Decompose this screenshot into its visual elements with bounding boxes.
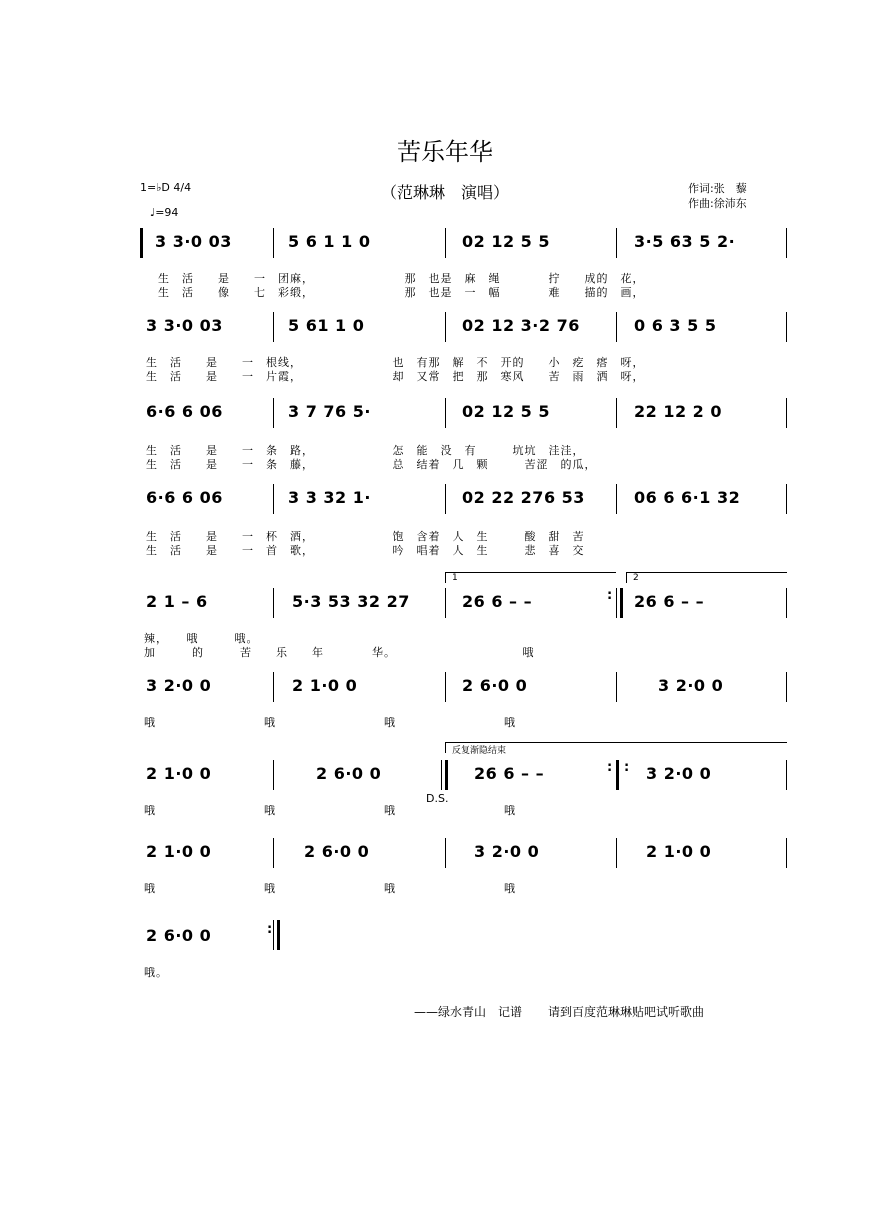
measure: 2 1·0 0 xyxy=(146,842,212,861)
barline xyxy=(273,672,274,702)
measure: 3 3·0 03 xyxy=(146,316,223,335)
measure: 2 1 – 6 xyxy=(146,592,208,611)
barline xyxy=(786,838,787,868)
measure: 5 61 1 0 xyxy=(288,316,365,335)
lyrics-verse-1: 哦 哦 哦 哦 xyxy=(144,804,516,817)
composer: 作曲:徐沛东 xyxy=(688,197,747,210)
lyrics-verse-2: 生 活 是 一 片霞， 却 又常 把 那 寒风 苦 雨 洒 呀， xyxy=(146,370,645,383)
lyrics-verse-1: 生 活 是 一 条 路， 怎 能 没 有 坑坑 洼洼， xyxy=(146,444,585,457)
repeat-dots: : xyxy=(607,760,613,775)
lyrics-verse-1: 生 活 是 一 杯 酒， 饱 含着 人 生 酸 甜 苦 xyxy=(146,530,585,543)
barline xyxy=(445,228,446,258)
measure: 3 3·0 03 xyxy=(155,232,232,251)
double-barline xyxy=(445,760,448,790)
measure: 02 12 3·2 76 xyxy=(462,316,580,335)
lyrics-verse-2: 加 的 苦 乐 年 华。 哦 xyxy=(144,646,535,659)
first-ending-label: 1 xyxy=(452,573,458,583)
second-ending-label: 2 xyxy=(633,573,639,583)
measure: 0 6 3 5 5 xyxy=(634,316,717,335)
measure: 5 6 1 1 0 xyxy=(288,232,371,251)
measure: 06 6 6·1 32 xyxy=(634,488,741,507)
barline xyxy=(273,588,274,618)
fade-ending-label: 反复渐隐结束 xyxy=(452,746,507,756)
performer: （范琳琳 演唱） xyxy=(380,183,509,202)
barline xyxy=(445,588,446,618)
measure: 2 1·0 0 xyxy=(646,842,712,861)
measure: 2 6·0 0 xyxy=(146,926,212,945)
measure: 2 6·0 0 xyxy=(462,676,528,695)
lyrics-verse-1: 生 活 是 一 根线， 也 有那 解 不 开的 小 疙 瘩 呀， xyxy=(146,356,645,369)
lyrics-verse-2: 生 活 是 一 首 歌， 吟 唱着 人 生 悲 喜 交 xyxy=(146,544,585,557)
barline xyxy=(273,312,274,342)
barline xyxy=(445,398,446,428)
barline xyxy=(616,398,617,428)
lyrics-verse-2: 生 活 是 一 条 藤， 总 结着 几 颗 苦涩 的瓜， xyxy=(146,458,597,471)
measure: 3 2·0 0 xyxy=(474,842,540,861)
measure: 3 7 76 5· xyxy=(288,402,371,421)
barline xyxy=(445,312,446,342)
barline xyxy=(445,838,446,868)
barline xyxy=(441,760,442,790)
repeat-end-dots: : xyxy=(267,922,273,937)
barline xyxy=(273,398,274,428)
measure: 2 1·0 0 xyxy=(292,676,358,695)
final-barline xyxy=(277,920,280,950)
measure: 2 6·0 0 xyxy=(316,764,382,783)
barline xyxy=(273,228,274,258)
measure: 3 2·0 0 xyxy=(146,676,212,695)
measure: 02 12 5 5 xyxy=(462,402,551,421)
repeat-start-barline xyxy=(140,228,143,258)
barline xyxy=(786,312,787,342)
barline xyxy=(616,838,617,868)
measure: 02 22 276 53 xyxy=(462,488,585,507)
lyrics-verse-2: 生 活 像 七 彩缎， 那 也是 一 幅 难 描的 画， xyxy=(158,286,645,299)
barline xyxy=(786,588,787,618)
measure: 26 6 – – xyxy=(462,592,533,611)
measure: 3·5 63 5 2· xyxy=(634,232,736,251)
barline xyxy=(445,672,446,702)
repeat-end-dots: : xyxy=(607,588,613,603)
first-ending-bracket xyxy=(445,572,616,583)
barline xyxy=(616,484,617,514)
barline xyxy=(616,312,617,342)
barline xyxy=(616,672,617,702)
barline xyxy=(786,760,787,790)
barline xyxy=(445,484,446,514)
repeat-start-barline xyxy=(616,760,619,790)
ds-mark: D.S. xyxy=(426,792,449,805)
listen-note: 请到百度范琳琳贴吧试听歌曲 xyxy=(548,1005,705,1019)
tempo-mark: ♩=94 xyxy=(150,206,179,219)
measure: 6·6 6 06 xyxy=(146,402,223,421)
barline xyxy=(786,672,787,702)
key-signature: 1=♭D 4/4 xyxy=(140,181,192,194)
measure: 3 2·0 0 xyxy=(646,764,712,783)
measure: 2 6·0 0 xyxy=(304,842,370,861)
barline xyxy=(616,228,617,258)
barline xyxy=(273,838,274,868)
barline xyxy=(786,228,787,258)
lyrics-verse-1: 辣， 哦 哦。 xyxy=(144,632,259,645)
measure: 6·6 6 06 xyxy=(146,488,223,507)
measure: 02 12 5 5 xyxy=(462,232,551,251)
song-title: 苦乐年华 xyxy=(397,138,493,166)
second-ending-bracket xyxy=(626,572,787,583)
measure: 2 1·0 0 xyxy=(146,764,212,783)
repeat-end-barline xyxy=(620,588,623,618)
barline xyxy=(786,398,787,428)
measure: 26 6 – – xyxy=(634,592,705,611)
repeat-dots: : xyxy=(624,760,630,775)
lyrics-verse-1: 哦 哦 哦 哦 xyxy=(144,882,516,895)
measure: 22 12 2 0 xyxy=(634,402,723,421)
fade-ending-bracket xyxy=(445,742,787,756)
measure: 26 6 – – xyxy=(474,764,545,783)
lyricist: 作词:张 藜 xyxy=(688,182,747,195)
barline xyxy=(273,760,274,790)
lyrics-verse-1: 哦。 xyxy=(144,966,168,979)
lyrics-verse-1: 生 活 是 一 团麻， 那 也是 麻 绳 拧 成的 花， xyxy=(158,272,645,285)
transcriber-credit: ——绿水青山 记谱 xyxy=(414,1005,523,1019)
barline xyxy=(786,484,787,514)
measure: 3 3 32 1· xyxy=(288,488,371,507)
barline xyxy=(273,484,274,514)
barline xyxy=(273,920,274,950)
measure: 5·3 53 32 27 xyxy=(292,592,410,611)
measure: 3 2·0 0 xyxy=(658,676,724,695)
barline xyxy=(616,588,617,618)
lyrics-verse-1: 哦 哦 哦 哦 xyxy=(144,716,516,729)
